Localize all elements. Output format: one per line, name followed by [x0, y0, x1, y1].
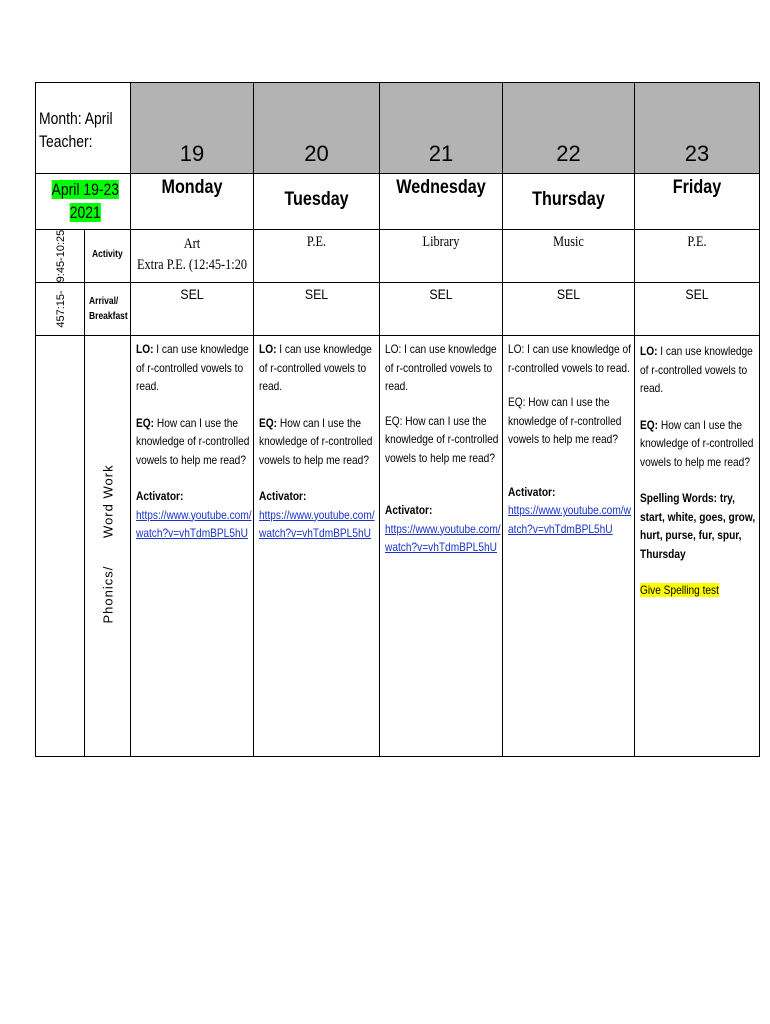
month-teacher-cell	[35, 82, 131, 174]
day-name-wednesday	[380, 174, 503, 230]
activity-text: P.E.	[687, 234, 707, 250]
word-work-label: Word Work	[100, 464, 116, 538]
day-header-22	[503, 82, 635, 174]
week-year: 2021	[69, 203, 101, 222]
eq-text: How can I use the knowledge of r-controlled vowels to help me read?	[640, 417, 754, 469]
day-number: 23	[684, 141, 710, 166]
day-name-monday	[131, 174, 254, 230]
activator-label: Activator:	[508, 484, 556, 499]
activity-time-cell	[35, 230, 85, 283]
activator-label: Activator:	[136, 489, 184, 503]
day-name: Wednesday	[396, 177, 486, 198]
eq-prefix: EQ:	[259, 415, 278, 430]
activator-link[interactable]: https://www.youtube.com/watch?v=vhTdmBPL5hU	[385, 521, 501, 554]
sel-friday	[635, 283, 760, 336]
lo-prefix: LO:	[136, 342, 154, 356]
sel-text: SEL	[556, 286, 581, 302]
sel-text: SEL	[685, 286, 709, 302]
eq-text: EQ: How can I use the knowledge of r-controlled vowels to help me read?	[385, 413, 499, 465]
lo-text: I can use knowledge of r-controlled vowels to read.	[259, 342, 372, 393]
activator-label: Activator:	[259, 489, 307, 503]
phonics-tuesday	[254, 336, 380, 757]
day-name-tuesday	[254, 174, 380, 230]
sel-text: SEL	[180, 286, 204, 302]
activity-wednesday	[380, 230, 503, 283]
phonics-friday	[635, 336, 760, 757]
phonics-thursday	[503, 336, 635, 757]
activity-label-cell	[85, 230, 131, 283]
day-name-friday	[635, 174, 760, 230]
lesson-plan-table	[35, 82, 760, 757]
month-label: Month: April	[39, 109, 113, 128]
day-name-thursday	[503, 174, 635, 230]
sel-monday	[131, 283, 254, 336]
activity-tuesday	[254, 230, 380, 283]
lo-text: LO: I can use knowledge of r-controlled vowels to read.	[385, 342, 497, 393]
eq-text: EQ: How can I use the knowledge of r-controlled vowels to help me read?	[508, 395, 622, 446]
phonics-wednesday	[380, 336, 503, 757]
activity-text: Library	[422, 234, 460, 250]
eq-text: How can I use the knowledge of r-controlled vowels to help me read?	[136, 415, 250, 467]
activator-link[interactable]: https://www.youtube.com/watch?v=vhTdmBPL5hU	[136, 507, 252, 540]
day-name: Monday	[161, 177, 223, 198]
arrival-time: 457:15-	[55, 290, 67, 328]
week-label-cell	[35, 174, 131, 230]
activity-time: 9:45-10:25	[55, 230, 67, 283]
lo-text: I can use knowledge of r-controlled vowels to read.	[136, 342, 249, 393]
lo-text: LO: I can use knowledge of r-controlled vowels to read.	[508, 342, 631, 375]
activator-link[interactable]: https://www.youtube.com/watch?v=vhTdmBPL5hU	[508, 503, 631, 536]
day-number: 19	[179, 141, 205, 166]
activity-thursday	[503, 230, 635, 283]
lo-text: I can use knowledge of r-controlled vowels to read.	[640, 344, 753, 395]
eq-text: How can I use the knowledge of r-controlled vowels to help me read?	[259, 415, 373, 467]
day-name: Tuesday	[284, 189, 349, 210]
day-header-23	[635, 82, 760, 174]
sel-thursday	[503, 283, 635, 336]
day-name: Friday	[672, 177, 722, 198]
activity-extra: Extra P.E. (12:45-1:20	[136, 257, 248, 273]
activator-link[interactable]: https://www.youtube.com/watch?v=vhTdmBPL5hU	[259, 507, 375, 540]
teacher-label: Teacher:	[39, 132, 93, 151]
day-header-20	[254, 82, 380, 174]
activity-text: Art	[183, 236, 201, 252]
day-number: 21	[428, 141, 454, 166]
activity-text: Music	[553, 234, 584, 250]
arrival-time-cell	[35, 283, 85, 336]
day-number: 22	[556, 141, 581, 166]
phonics-time-cell	[35, 336, 85, 757]
day-header-21	[380, 82, 503, 174]
breakfast-label: Breakfast	[89, 311, 128, 322]
day-header-19	[131, 82, 254, 174]
lo-prefix: LO:	[259, 342, 277, 356]
spelling-test-note: Give Spelling test	[640, 583, 719, 597]
sel-wednesday	[380, 283, 503, 336]
day-name: Thursday	[532, 189, 605, 210]
lo-prefix: LO:	[640, 344, 658, 358]
activity-friday	[635, 230, 760, 283]
sel-text: SEL	[429, 286, 453, 302]
sel-tuesday	[254, 283, 380, 336]
phonics-monday	[131, 336, 254, 757]
day-number: 20	[304, 141, 329, 166]
activity-text: P.E.	[306, 234, 327, 250]
week-range: April 19-23	[51, 180, 119, 199]
arrival-label-cell	[85, 283, 131, 336]
activity-label: Activity	[92, 249, 123, 260]
phonics-label-cell	[85, 336, 131, 757]
phonics-label: Phonics/	[100, 565, 116, 624]
spelling-words: Spelling Words: try, start, white, goes, grow, hurt, purse, fur, spur, Thursday	[640, 491, 756, 561]
activity-monday	[131, 230, 254, 283]
activator-label: Activator:	[385, 503, 433, 517]
eq-prefix: EQ:	[136, 415, 155, 430]
sel-text: SEL	[304, 286, 329, 302]
arrival-label: Arrival/	[89, 296, 119, 307]
eq-prefix: EQ:	[640, 417, 659, 432]
